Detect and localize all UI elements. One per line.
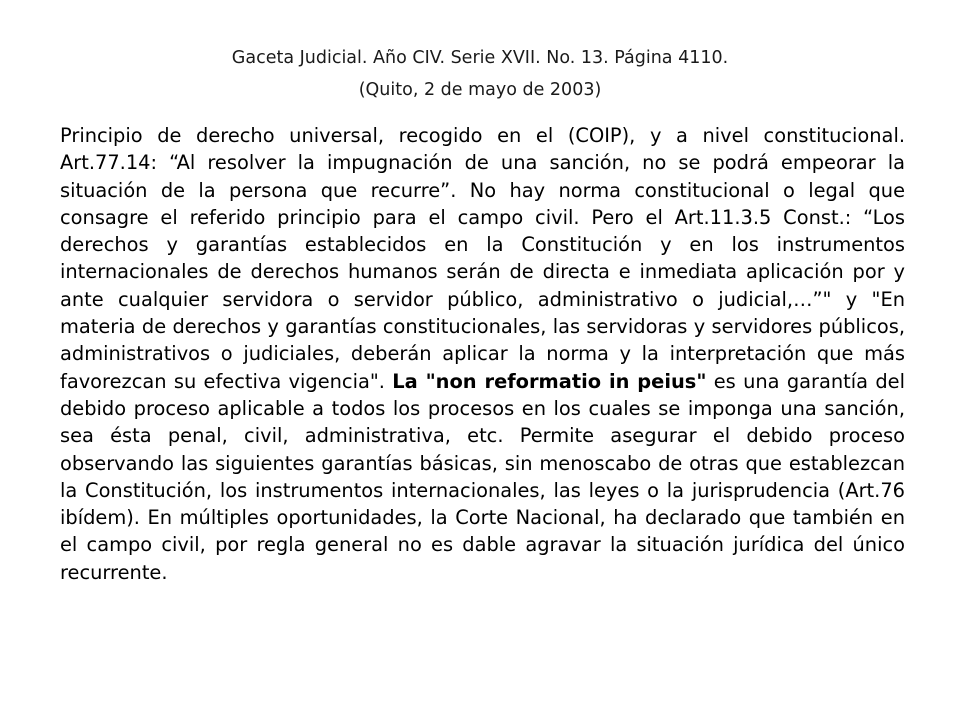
citation-date: (Quito, 2 de mayo de 2003)	[358, 80, 602, 100]
citation-header	[60, 42, 900, 106]
body-text-part-1: Principio de derecho universal, recogido en el (COIP), y a nivel constitucional. Art.77.14: “Al resolver la impugnación de una sanción, no se podrá empeorar la situación de la persona que recurre”. No hay norma constitucional o legal que consagre el referido principio para el campo civil. Pero el Art.11.3.5 Const.: “Los derechos y garantías establecidos en la Constitución y en los instrumentos internacionales de derechos humanos serán de directa e inmediata aplicación por y ante cualquier servidora o servidor público, administrativo o judicial,…”" y "En materia de derechos y garantías constitucionales, las servidoras y servidores públicos, administrativos o judiciales, deberán aplicar la norma y la interpretación que más favorezcan su efectiva vigencia".	[60, 124, 905, 393]
citation-line: Gaceta Judicial. Año CIV. Serie XVII. No. 13. Página 4110.	[231, 48, 729, 68]
body-text-part-2: es una garantía del debido proceso aplicable a todos los procesos en los cuales se imponga una sanción, sea ésta penal, civil, administrativa, etc. Permite asegurar el debido proceso observando las siguientes garantías básicas, sin menoscabo de otras que establezcan la Constitución, los instrumentos internacionales, las leyes o la jurisprudencia (Art.76 ibídem). En múltiples oportunidades, la Corte Nacional, ha declarado que también en el campo civil, por regla general no es dable agravar la situación jurídica del único recurrente.	[60, 369, 905, 584]
body-paragraph	[60, 122, 905, 586]
body-text-bold: La "non reformatio in peius"	[392, 369, 707, 393]
